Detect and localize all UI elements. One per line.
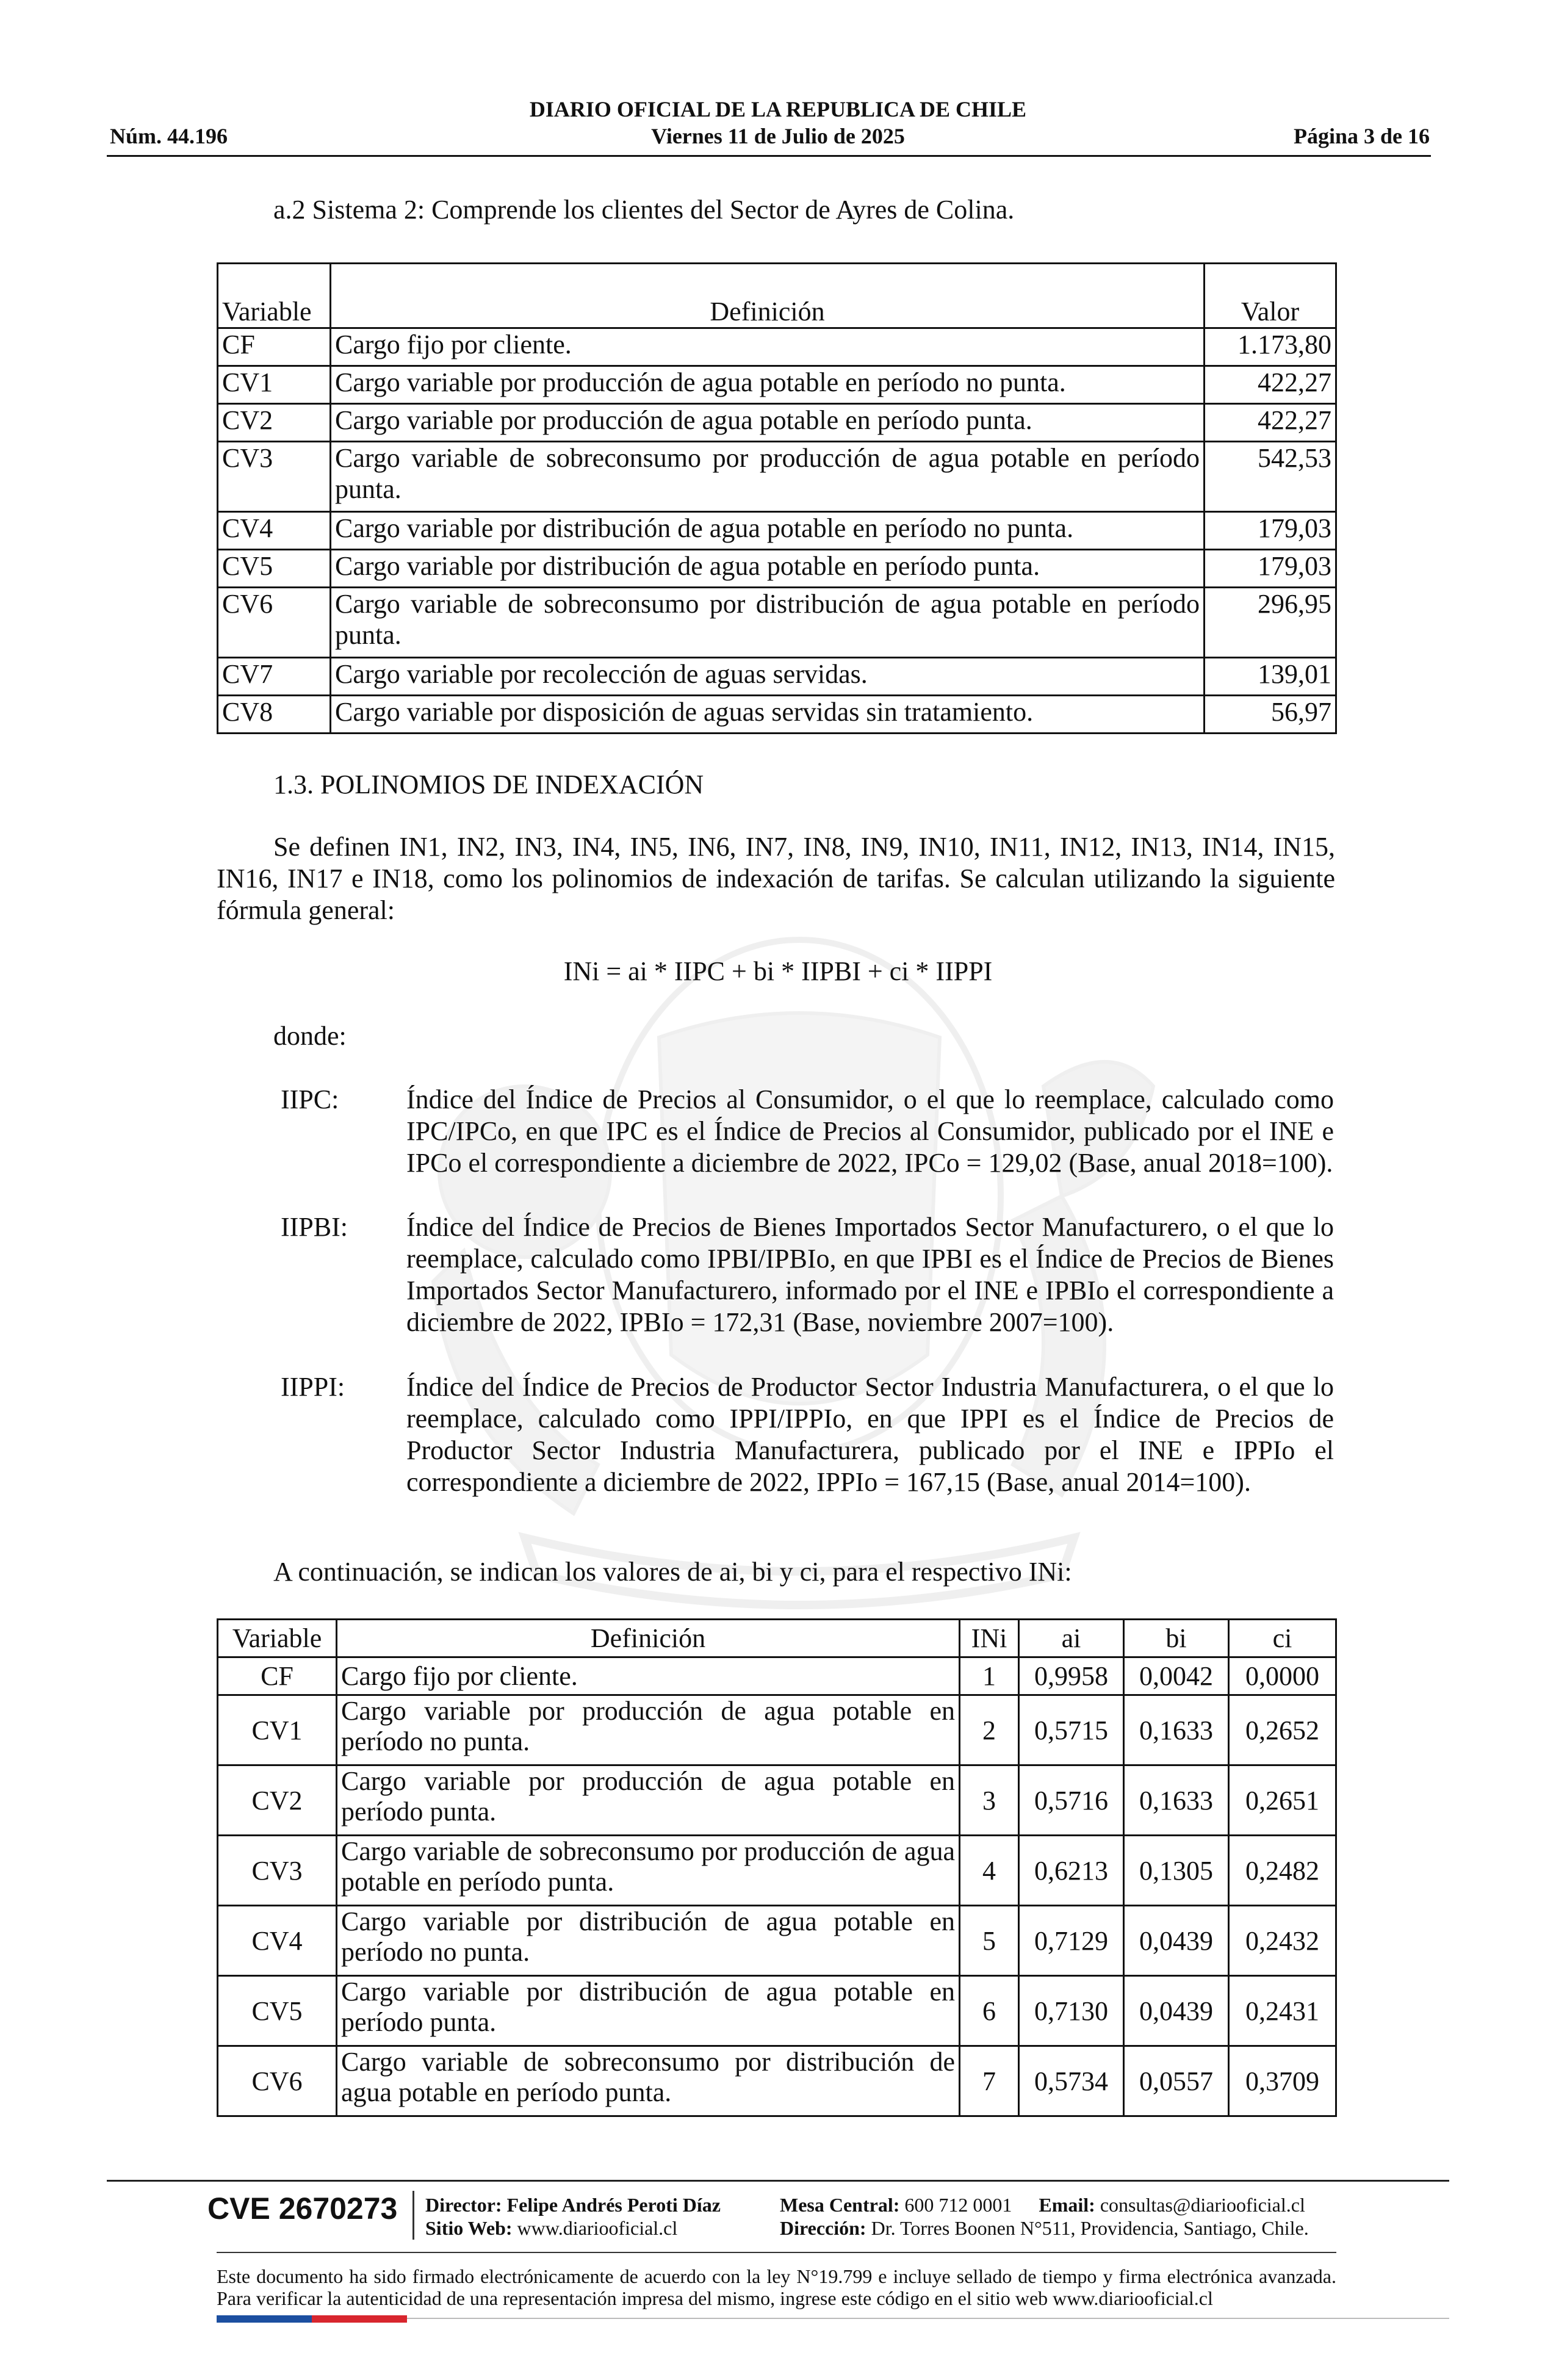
newspaper-title: DIARIO OFICIAL DE LA REPUBLICA DE CHILE	[529, 97, 1027, 121]
cell-definition: Cargo variable por distribución de agua potable en período punta.	[331, 550, 1205, 588]
address-value: Dr. Torres Boonen N°511, Providencia, Santiago, Chile.	[871, 2217, 1309, 2239]
cell-definition: Cargo variable por distribución de agua potable en período no punta.	[331, 512, 1205, 550]
footer-divider-2	[217, 2252, 1336, 2253]
footer-separator	[412, 2191, 414, 2240]
cell-definition: Cargo fijo por cliente.	[331, 328, 1205, 366]
cell-ini: 4	[960, 1836, 1019, 1906]
table-row	[218, 442, 1336, 512]
cell-ai: 0,5715	[1019, 1695, 1124, 1765]
cell-value: 139,01	[1205, 658, 1336, 696]
table-row	[218, 550, 1336, 588]
table-row	[218, 1765, 1336, 1836]
table-header-row	[218, 1620, 1336, 1657]
cell-variable: CV1	[218, 366, 331, 404]
cell-bi: 0,0439	[1124, 1906, 1229, 1976]
flag-bar-red	[312, 2315, 407, 2323]
page-number: Página 3 de 16	[1293, 124, 1430, 148]
site-link[interactable]: www.diariooficial.cl	[517, 2217, 678, 2239]
cell-ci: 0,0000	[1229, 1657, 1336, 1695]
table-row	[218, 512, 1336, 550]
cell-variable: CF	[218, 328, 331, 366]
director-label: Director:	[425, 2194, 502, 2216]
footer-contact-block	[780, 2193, 1309, 2240]
mesa-phone: 600 712 0001	[904, 2194, 1012, 2216]
header-ai: ai	[1019, 1620, 1124, 1657]
header-ini: INi	[960, 1620, 1019, 1657]
header-ci: ci	[1229, 1620, 1336, 1657]
cell-definition: Cargo variable por distribución de agua potable en período punta.	[337, 1976, 960, 2046]
cell-value: 1.173,80	[1205, 328, 1336, 366]
email-label: Email:	[1039, 2194, 1095, 2216]
cell-definition: Cargo variable de sobreconsumo por distribución de agua potable en período punta.	[337, 2046, 960, 2116]
cell-ini: 5	[960, 1906, 1019, 1976]
cell-variable: CV1	[218, 1695, 337, 1765]
cell-definition: Cargo fijo por cliente.	[337, 1657, 960, 1695]
cell-variable: CV7	[218, 658, 331, 696]
cell-ci: 0,2651	[1229, 1765, 1336, 1836]
cell-variable: CV5	[218, 550, 331, 588]
cell-value: 56,97	[1205, 696, 1336, 734]
table-row	[218, 658, 1336, 696]
cell-value: 422,27	[1205, 366, 1336, 404]
cell-definition: Cargo variable por producción de agua potable en período punta.	[331, 404, 1205, 442]
issue-number: Núm. 44.196	[110, 124, 228, 148]
header-variable: Variable	[218, 264, 331, 328]
cell-bi: 0,0557	[1124, 2046, 1229, 2116]
issue-date: Viernes 11 de Julio de 2025	[651, 124, 905, 148]
donde-label: donde:	[273, 1021, 347, 1051]
flag-bar-blue	[217, 2315, 312, 2323]
header-variable: Variable	[218, 1620, 337, 1657]
cell-variable: CV6	[218, 2046, 337, 2116]
definition-text-iippi: Índice del Índice de Precios de Productor Sector Industria Manufacturera, o el que lo reemplace, calculado como IPPI/IPPIo, en que IPPI es el Índice de Precios de Productor Sector Industria Manufacturera, publicado por el INE e IPPIo el correspondiente a diciembre de 2022, IPPIo = 167,15 (Base, anual 2014=100).	[406, 1372, 1334, 1497]
definition-text-iipbi: Índice del Índice de Precios de Bienes Importados Sector Manufacturero, o el que lo reemplace, calculado como IPBI/IPBIo, en que IPBI es el Índice de Precios de Bienes Importados Sector Manufacturero, informado por el INE e IPBIo el correspondiente a diciembre de 2022, IPBIo = 172,31 (Base, noviembre 2007=100).	[406, 1212, 1334, 1337]
cell-ai: 0,5716	[1019, 1765, 1124, 1836]
cell-variable: CF	[218, 1657, 337, 1695]
table-row	[218, 1906, 1336, 1976]
cell-ci: 0,2432	[1229, 1906, 1336, 1976]
cell-definition: Cargo variable por recolección de aguas servidas.	[331, 658, 1205, 696]
cell-ai: 0,5734	[1019, 2046, 1124, 2116]
table-row	[218, 1836, 1336, 1906]
cell-value: 296,95	[1205, 588, 1336, 658]
definition-term-iipc: IIPC:	[281, 1084, 339, 1114]
table-row	[218, 1695, 1336, 1765]
cell-ai: 0,7130	[1019, 1976, 1124, 2046]
cell-variable: CV2	[218, 404, 331, 442]
table-row	[218, 2046, 1336, 2116]
cell-variable: CV5	[218, 1976, 337, 2046]
cell-definition: Cargo variable por producción de agua potable en período no punta.	[331, 366, 1205, 404]
cell-bi: 0,0439	[1124, 1976, 1229, 2046]
cell-variable: CV3	[218, 442, 331, 512]
site-label: Sitio Web:	[425, 2217, 513, 2239]
cell-bi: 0,0042	[1124, 1657, 1229, 1695]
cell-definition: Cargo variable por disposición de aguas servidas sin tratamiento.	[331, 696, 1205, 734]
cell-ci: 0,3709	[1229, 2046, 1336, 2116]
section-13-heading: 1.3. POLINOMIOS DE INDEXACIÓN	[273, 770, 704, 799]
table-row	[218, 1657, 1336, 1695]
cell-value: 179,03	[1205, 550, 1336, 588]
cell-variable: CV4	[218, 1906, 337, 1976]
cell-bi: 0,1633	[1124, 1695, 1229, 1765]
section-a2-heading: a.2 Sistema 2: Comprende los clientes del Sector de Ayres de Colina.	[273, 195, 1015, 225]
cell-ci: 0,2482	[1229, 1836, 1336, 1906]
cell-variable: CV2	[218, 1765, 337, 1836]
definition-term-iipbi: IIPBI:	[281, 1212, 348, 1242]
legal-notice: Este documento ha sido firmado electrónicamente de acuerdo con la ley N°19.799 e incluye sellado de tiempo y firma electrónica avanzada. Para verificar la autenticidad de una representación impresa del mismo, ingrese este código en el sitio web www.diariooficial.cl	[217, 2265, 1336, 2309]
cell-ci: 0,2431	[1229, 1976, 1336, 2046]
intro-paragraph: Se definen IN1, IN2, IN3, IN4, IN5, IN6, IN7, IN8, IN9, IN10, IN11, IN12, IN13, IN14, IN15, IN16, IN17 e IN18, como los polinomios de indexación de tarifas. Se calculan utilizando la siguiente fórmula general:	[217, 832, 1335, 925]
cell-ini: 3	[960, 1765, 1019, 1836]
cell-definition: Cargo variable de sobreconsumo por producción de agua potable en período punta.	[331, 442, 1205, 512]
coefficients-table	[217, 1618, 1337, 2117]
cve-code: CVE 2670273	[207, 2191, 398, 2226]
cell-definition: Cargo variable por producción de agua potable en período no punta.	[337, 1695, 960, 1765]
cell-ini: 6	[960, 1976, 1019, 2046]
table-row	[218, 588, 1336, 658]
definition-term-iippi: IIPPI:	[281, 1372, 345, 1402]
header-value: Valor	[1205, 264, 1336, 328]
cell-ai: 0,6213	[1019, 1836, 1124, 1906]
cell-ini: 1	[960, 1657, 1019, 1695]
director-name: Felipe Andrés Peroti Díaz	[506, 2194, 721, 2216]
footer-director-block	[425, 2193, 721, 2240]
address-label: Dirección:	[780, 2217, 866, 2239]
cell-value: 542,53	[1205, 442, 1336, 512]
definition-text-iipc: Índice del Índice de Precios al Consumidor, o el que lo reemplace, calculado como IPC/IPCo, en que IPC es el Índice de Precios al Consumidor, publicado por el INE e IPCo el correspondiente a diciembre de 2022, IPCo = 129,02 (Base, anual 2018=100).	[406, 1084, 1334, 1178]
header-definition: Definición	[337, 1620, 960, 1657]
cell-definition: Cargo variable de sobreconsumo por distribución de agua potable en período punta.	[331, 588, 1205, 658]
continuation-text: A continuación, se indican los valores de ai, bi y ci, para el respectivo INi:	[273, 1557, 1072, 1587]
cell-value: 422,27	[1205, 404, 1336, 442]
cell-variable: CV4	[218, 512, 331, 550]
cell-ini: 7	[960, 2046, 1019, 2116]
cell-ci: 0,2652	[1229, 1695, 1336, 1765]
cell-variable: CV3	[218, 1836, 337, 1906]
mesa-label: Mesa Central:	[780, 2194, 900, 2216]
table-header-row	[218, 264, 1336, 328]
cell-ai: 0,7129	[1019, 1906, 1124, 1976]
cell-ai: 0,9958	[1019, 1657, 1124, 1695]
flag-color-bar	[217, 2315, 407, 2322]
cell-value: 179,03	[1205, 512, 1336, 550]
table-row	[218, 366, 1336, 404]
tariff-table-1	[217, 262, 1337, 734]
header-divider	[107, 155, 1431, 157]
email-link[interactable]: consultas@diariooficial.cl	[1100, 2194, 1305, 2216]
cell-bi: 0,1305	[1124, 1836, 1229, 1906]
cell-ini: 2	[960, 1695, 1019, 1765]
cell-bi: 0,1633	[1124, 1765, 1229, 1836]
table-row	[218, 696, 1336, 734]
cell-variable: CV8	[218, 696, 331, 734]
table-row	[218, 404, 1336, 442]
footer-divider	[107, 2180, 1449, 2182]
cell-variable: CV6	[218, 588, 331, 658]
table-row	[218, 328, 1336, 366]
cell-definition: Cargo variable por distribución de agua potable en período no punta.	[337, 1906, 960, 1976]
table-row	[218, 1976, 1336, 2046]
header-bi: bi	[1124, 1620, 1229, 1657]
indexation-formula: INi = ai * IIPC + bi * IIPBI + ci * IIPPI	[563, 956, 993, 986]
footer-divider-3	[407, 2318, 1449, 2319]
header-definition: Definición	[331, 264, 1205, 328]
cell-definition: Cargo variable de sobreconsumo por producción de agua potable en período punta.	[337, 1836, 960, 1906]
cell-definition: Cargo variable por producción de agua potable en período punta.	[337, 1765, 960, 1836]
